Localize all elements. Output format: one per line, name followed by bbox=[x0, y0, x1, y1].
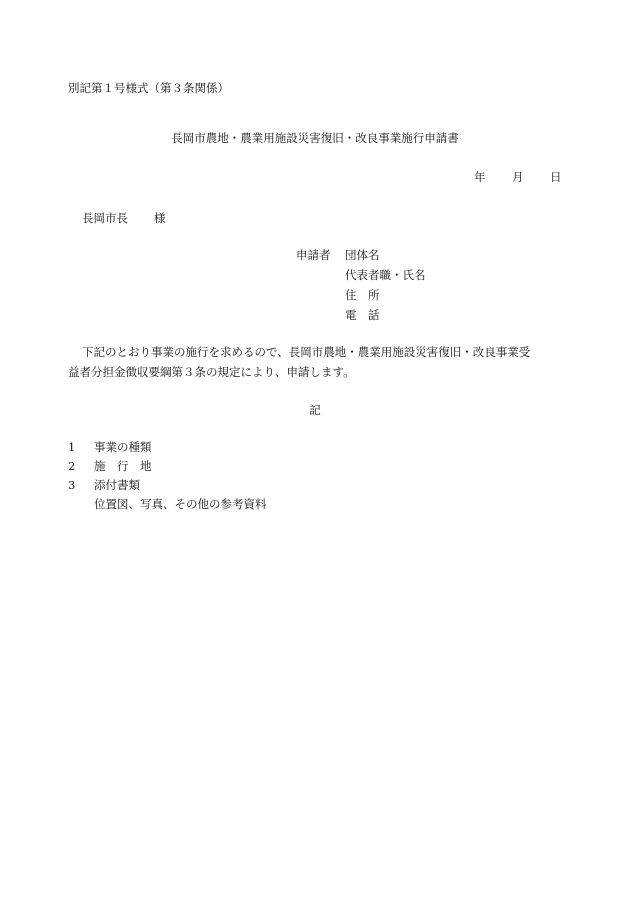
body-text-line-1: 下記のとおり事業の施行を求めるので、長岡市農地・農業用施設災害復旧・改良事業受 bbox=[82, 345, 531, 359]
date-year-label: 年 bbox=[474, 170, 486, 184]
body-text-line-2: 益者分担金徴収要綱第３条の規定により、申請します。 bbox=[68, 365, 355, 379]
item-1-number: 1 bbox=[68, 440, 76, 454]
ki-heading: 記 bbox=[309, 403, 321, 417]
addressee-honorific: 様 bbox=[154, 211, 166, 225]
addressee-name: 長岡市長 bbox=[82, 211, 128, 225]
item-2-number: 2 bbox=[68, 459, 76, 473]
item-2-text: 施 行 地 bbox=[94, 459, 152, 473]
item-3-detail: 位置図、写真、その他の参考資料 bbox=[94, 497, 267, 511]
applicant-label: 申請者 bbox=[296, 248, 331, 262]
date-month-label: 月 bbox=[512, 170, 524, 184]
applicant-field-phone: 電 話 bbox=[345, 308, 380, 322]
item-1-text: 事業の種類 bbox=[94, 440, 152, 454]
applicant-field-group-name: 団体名 bbox=[345, 248, 380, 262]
date-day-label: 日 bbox=[550, 170, 562, 184]
applicant-field-address: 住 所 bbox=[345, 288, 380, 302]
applicant-field-representative: 代表者職・氏名 bbox=[345, 268, 426, 282]
item-3-text: 添付書類 bbox=[94, 478, 140, 492]
form-label: 別記第１号様式（第３条関係） bbox=[68, 81, 229, 95]
item-3-number: 3 bbox=[68, 478, 76, 492]
document-title: 長岡市農地・農業用施設災害復旧・改良事業施行申請書 bbox=[171, 131, 459, 145]
